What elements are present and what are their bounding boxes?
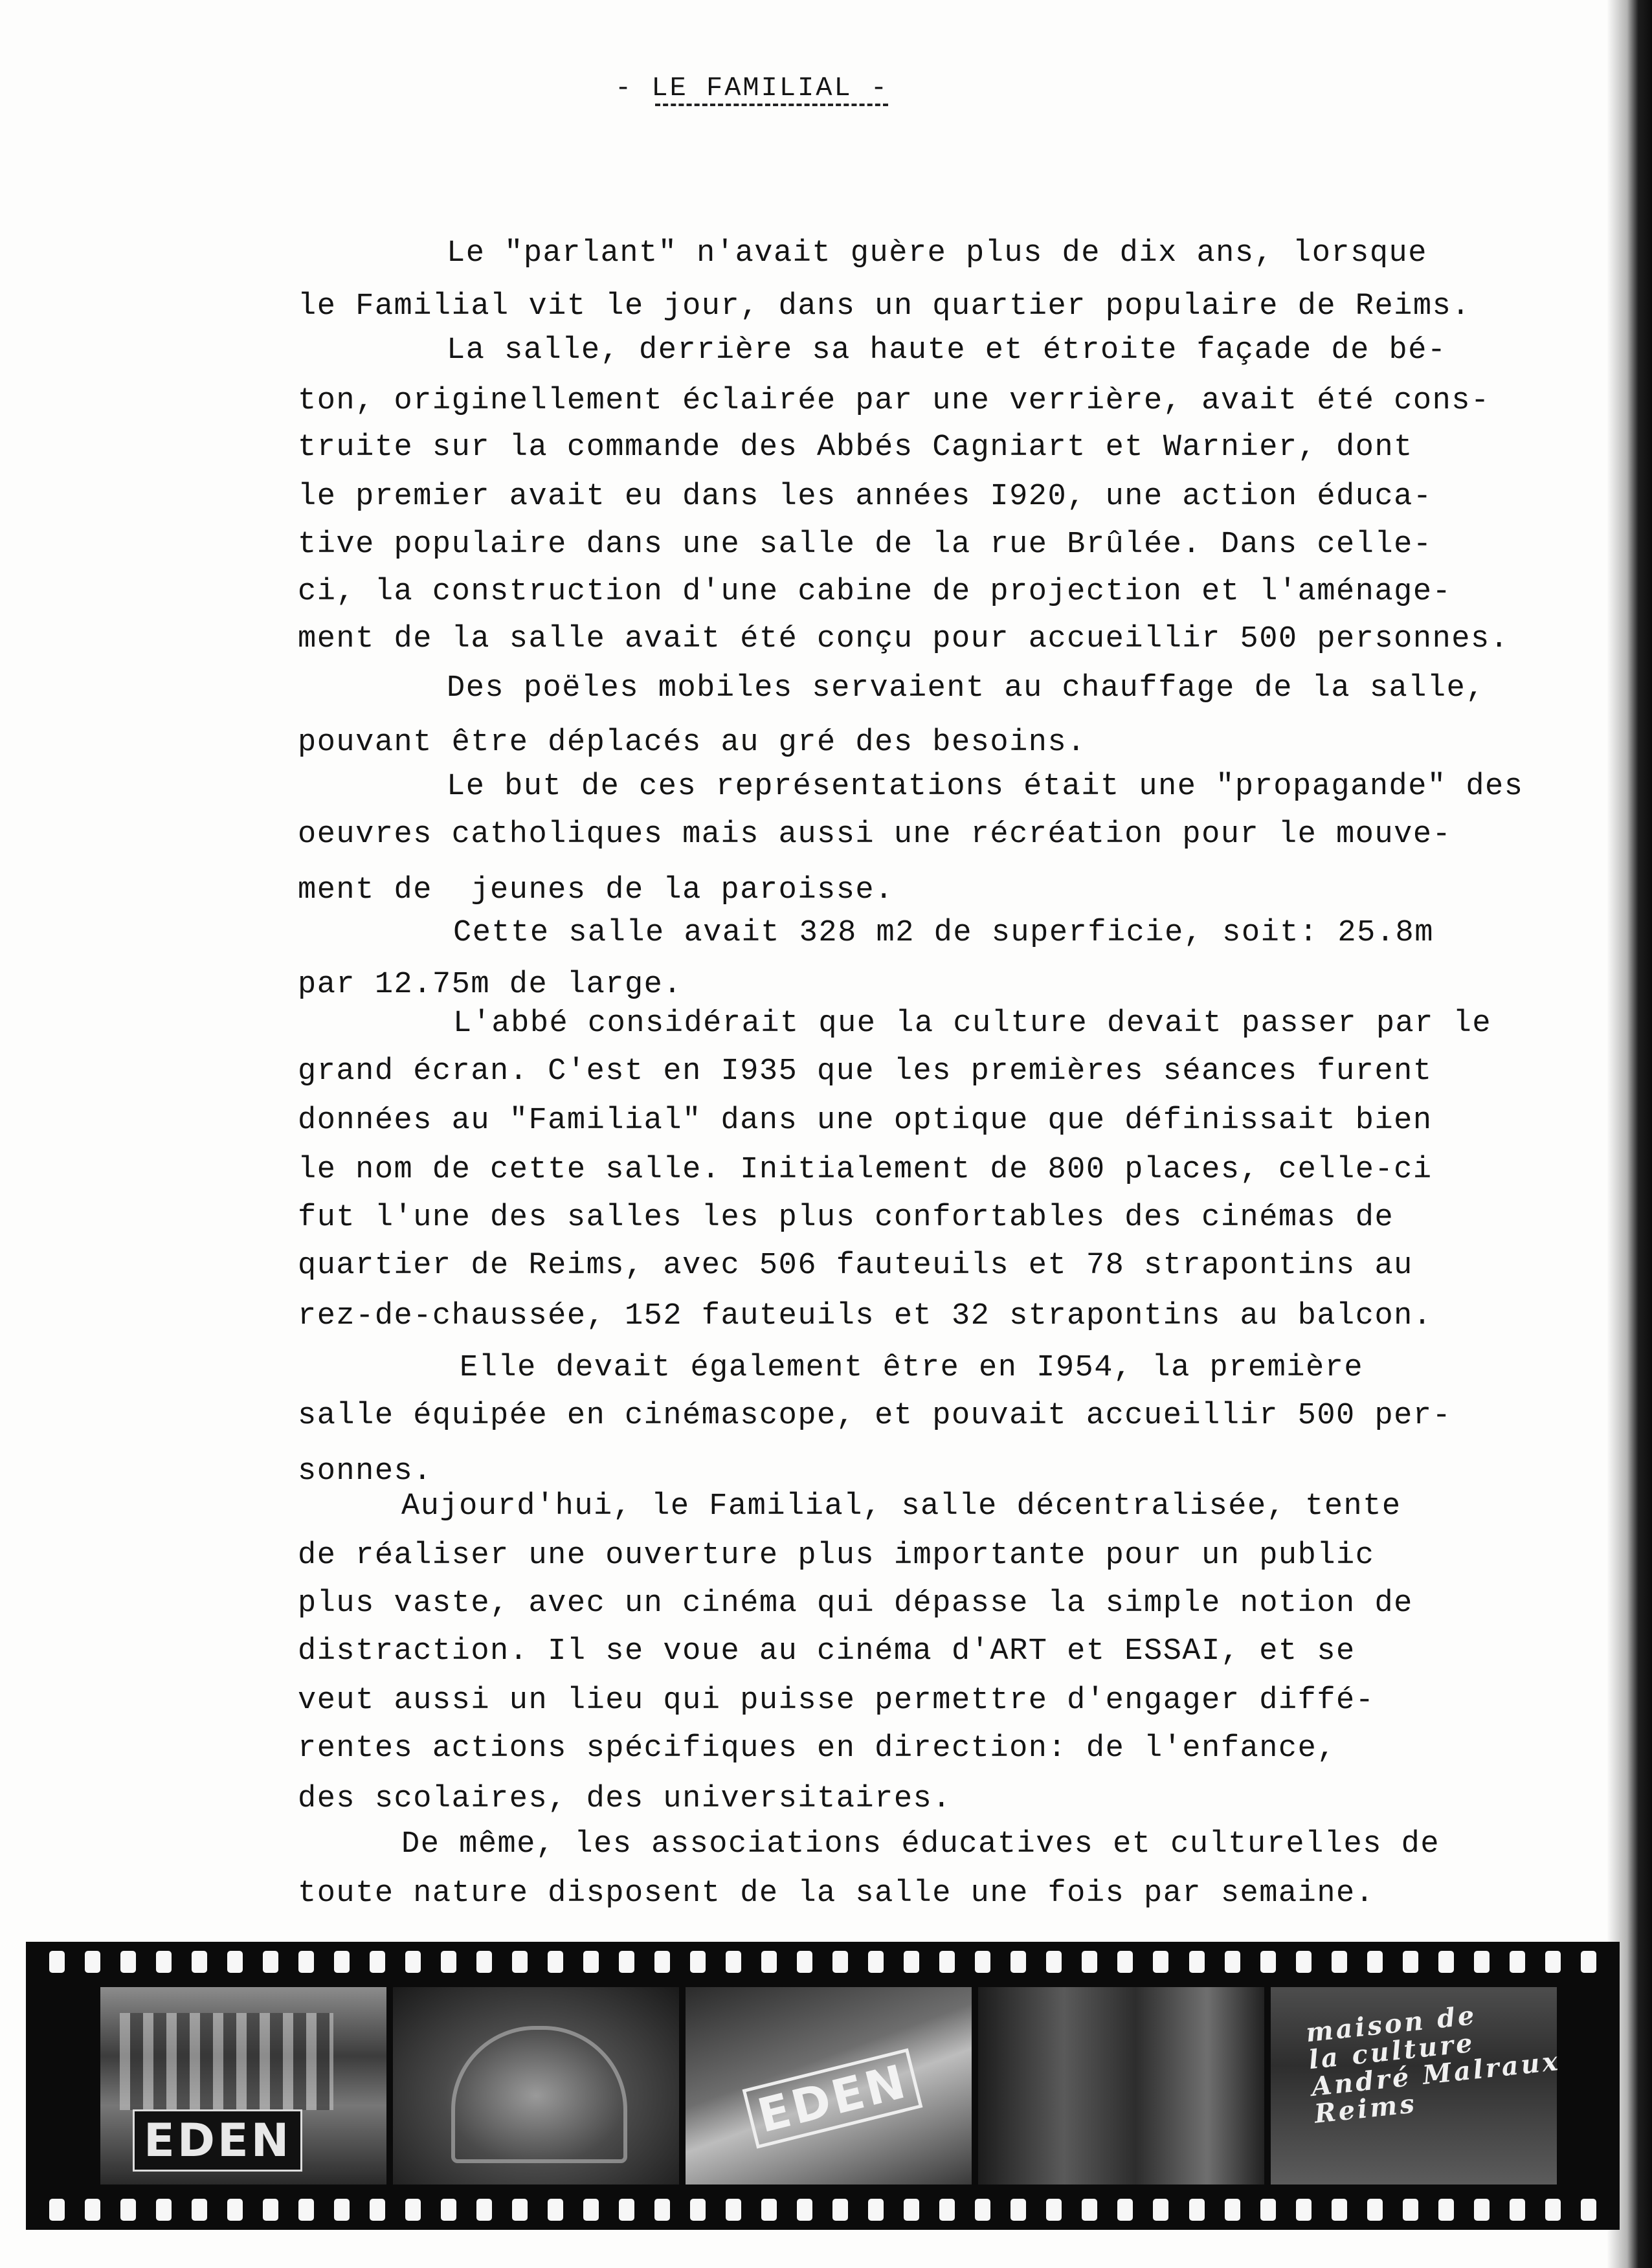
text-line: rentes actions spécifiques en direction: de l'enfance, [298, 1731, 1337, 1766]
film-frame-maison-culture [1271, 1987, 1562, 2185]
text-line: rez-de-chaussée, 152 fauteuils et 32 strapontins au balcon. [298, 1299, 1433, 1333]
text-line: De même, les associations éducatives et culturelles de [401, 1827, 1440, 1862]
text-line: tive populaire dans une salle de la rue Brûlée. Dans celle- [298, 528, 1433, 562]
text-line: Le "parlant" n'avait guère plus de dix ans, lorsque [447, 236, 1427, 271]
film-frame-cinema-facade [100, 1987, 386, 2185]
text-line: L'abbé considérait que la culture devait passer par le [453, 1006, 1492, 1041]
title-underline [655, 104, 888, 106]
binding-shadow [1607, 0, 1652, 2268]
text-line: oeuvres catholiques mais aussi une récréation pour le mouve- [298, 817, 1452, 852]
film-frames [100, 1987, 1562, 2185]
text-line: le premier avait eu dans les années I920, une action éduca- [298, 480, 1433, 514]
text-line: le nom de cette salle. Initialement de 800 places, celle-ci [298, 1153, 1433, 1187]
text-line: pouvant être déplacés au gré des besoins. [298, 726, 1086, 760]
text-line: des scolaires, des universitaires. [298, 1782, 952, 1816]
text-line: Aujourd'hui, le Familial, salle décentralisée, tente [401, 1489, 1401, 1524]
text-line: plus vaste, avec un cinéma qui dépasse la simple notion de [298, 1586, 1413, 1621]
text-line: distraction. Il se voue au cinéma d'ART et ESSAI, et se [298, 1634, 1356, 1669]
text-line: truite sur la commande des Abbés Cagniart et Warnier, dont [298, 430, 1413, 465]
film-frame-eden-sign [686, 1987, 972, 2185]
text-line: La salle, derrière sa haute et étroite façade de bé- [447, 333, 1447, 368]
maison-culture-logo: maison de la culture André Malraux Reims [1304, 1999, 1562, 2129]
text-line: grand écran. C'est en I935 que les premières séances furent [298, 1054, 1433, 1089]
text-line: Cette salle avait 328 m2 de superficie, soit: 25.8m [453, 916, 1434, 950]
text-line: de réaliser une ouverture plus importante pour un public [298, 1539, 1375, 1573]
text-line: sonnes. [298, 1454, 432, 1489]
text-line: Le but de ces représentations était une "propagande" des [447, 770, 1524, 804]
text-line: par 12.75m de large. [298, 968, 683, 1002]
text-line: ton, originellement éclairée par une verrière, avait été cons- [298, 384, 1490, 418]
film-frame-interior [393, 1987, 679, 2185]
film-sprocket-row-bottom [26, 2190, 1620, 2230]
text-line: salle équipée en cinémascope, et pouvait accueillir 500 per- [298, 1399, 1452, 1433]
page-title: - LE FAMILIAL - [615, 72, 889, 104]
text-line: données au "Familial" dans une optique que définissait bien [298, 1104, 1433, 1138]
text-line: veut aussi un lieu qui puisse permettre d'engager diffé- [298, 1684, 1375, 1718]
film-sprocket-row-top [26, 1942, 1620, 1982]
text-line: Elle devait également être en I954, la première [460, 1351, 1364, 1385]
text-line: ment de la salle avait été conçu pour accueillir 500 personnes. [298, 622, 1510, 656]
text-line: quartier de Reims, avec 506 fauteuils et 78 strapontins au [298, 1249, 1413, 1283]
text-line: le Familial vit le jour, dans un quartier populaire de Reims. [298, 289, 1471, 324]
film-strip-image [26, 1942, 1620, 2230]
text-line: Des poëles mobiles servaient au chauffage de la salle, [447, 671, 1486, 706]
text-line: ci, la construction d'une cabine de projection et l'aménage- [298, 575, 1452, 609]
text-line: toute nature disposent de la salle une fois par semaine. [298, 1876, 1375, 1911]
text-line: fut l'une des salles les plus confortables des cinémas de [298, 1201, 1394, 1235]
film-frame-street [978, 1987, 1264, 2185]
eden-sign-angled: EDEN [742, 2048, 923, 2148]
eden-sign: EDEN [133, 2109, 302, 2172]
text-line: ment de jeunes de la paroisse. [298, 873, 894, 907]
